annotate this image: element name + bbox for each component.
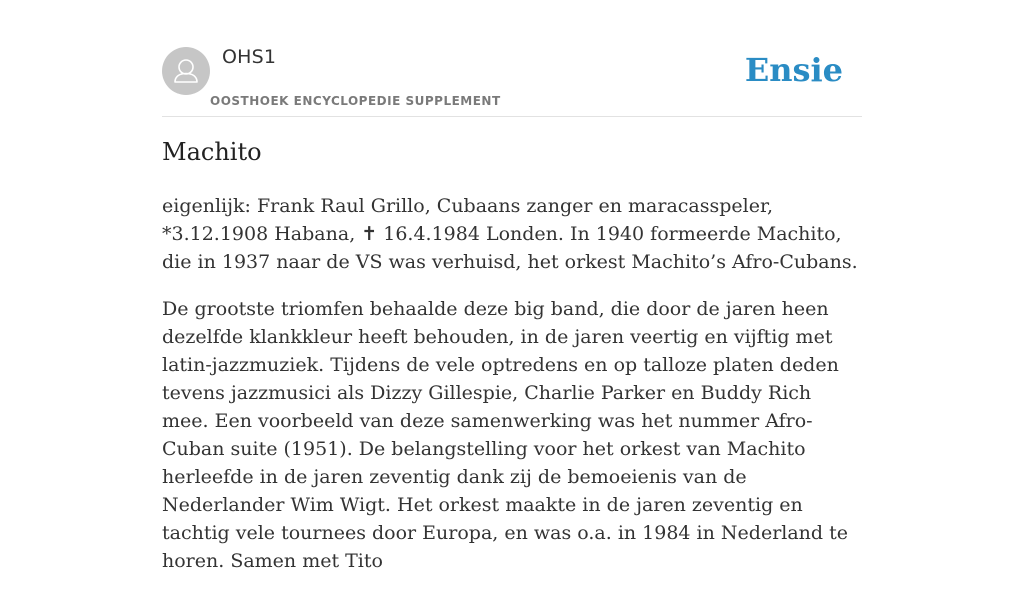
article-paragraph: De grootste triomfen behaalde deze big band, die door de jaren heen dezelfde klankkleur heeft behouden, in de jaren veertig en vijftig met latin-jazzmuziek. Tijdens de vele optredens en op talloze platen deden tevens jazzmusici als Dizzy Gillespie, Charlie Parker en Buddy Rich mee. Een voorbeeld van deze samenwerking was het nummer Afro-Cuban suite (1951). De belangstelling voor het orkest van Machito herleefde in de jaren zeventig dank zij de bemoeienis van de Nederlander Wim Wigt. Het orkest maakte in de jaren zeventig en tachtig vele tournees door Europa, en was o.a. in 1984 in Nederland te horen. Samen met Tito: [162, 298, 848, 572]
article-paragraph: eigenlijk: Frank Raul Grillo, Cubaans zanger en maracasspeler, *3.12.1908 Habana, ✝ 16.4.1984 Londen. In 1940 formeerde Machito, die in 1937 naar de VS was verhuisd, het orkest Machito’s Afro-Cubans.: [162, 195, 858, 273]
article-body: [162, 192, 862, 594]
user-name[interactable]: OHS1: [222, 46, 277, 68]
avatar[interactable]: [162, 47, 210, 95]
article-title: Machito: [162, 138, 262, 166]
ensie-logo[interactable]: Ensie: [744, 51, 843, 89]
article-header: [162, 46, 862, 117]
source-name[interactable]: OOSTHOEK ENCYCLOPEDIE SUPPLEMENT: [210, 94, 501, 108]
user-silhouette-icon: [162, 47, 210, 95]
